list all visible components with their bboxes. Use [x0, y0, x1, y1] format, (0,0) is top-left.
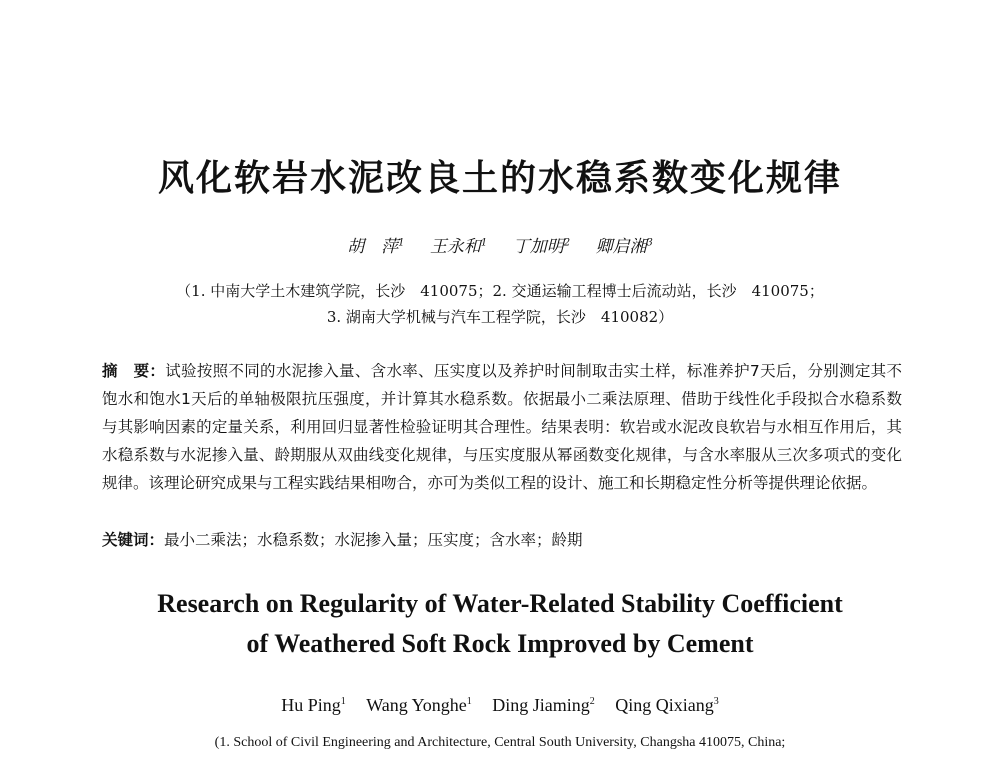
chinese-authors — [0, 232, 1000, 257]
abstract-label: 摘 要： — [102, 362, 166, 380]
chinese-affiliation-line-1: （1. 中南大学土木建筑学院，长沙 410075；2. 交通运输工程博士后流动站，长沙 410075； — [176, 282, 824, 300]
english-authors — [0, 695, 1000, 716]
chinese-title: 风化软岩水泥改良土的水稳系数变化规律 — [157, 158, 842, 199]
keywords-text: 最小二乘法；水稳系数；水泥掺入量；压实度；含水率；龄期 — [164, 531, 583, 549]
english-author-1: Hu Ping$^1$ — [281, 695, 346, 715]
english-author-4: Qing Qixiang$^3$ — [615, 695, 719, 715]
keywords-label: 关键词： — [102, 531, 165, 549]
abstract-text: 试验按照不同的水泥掺入量、含水率、压实度以及养护时间制取击实土样，标准养护7天后，分别测定其不饱水和饱水1天后的单轴极限抗压强度，并计算其水稳系数。依据最小二乘法原理、借助于线性化手段拟合水稳系数与其影响因素的定量关系，利用回归显著性检验证明其合理性。结果表明：软岩或水泥改良软岩与水相互作用后，其水稳系数与水泥掺入量、龄期服从双曲线变化规律，与压实度服从幂函数变化规律，与含水率服从三次多项式的变化规律。该理论研究成果与工程实践结果相吻合，亦可为类似工程的设计、施工和长期稳定性分析等提供理论依据。 — [102, 362, 902, 492]
english-title-line-2: of Weathered Soft Rock Improved by Cement — [246, 629, 754, 658]
chinese-author-1: 胡 萍$^1$ — [347, 237, 405, 257]
chinese-abstract — [102, 357, 902, 497]
english-author-2: Wang Yonghe$^1$ — [366, 695, 472, 715]
chinese-keywords — [102, 526, 902, 554]
chinese-author-3: 丁加明$^2$ — [512, 237, 571, 257]
english-affiliation-line-1: (1. School of Civil Engineering and Architecture, Central South University, Changsha 410075, China; — [214, 735, 786, 750]
chinese-author-4: 卿启湘$^3$ — [595, 237, 653, 257]
english-author-3: Ding Jiaming$^2$ — [492, 695, 595, 715]
chinese-affiliations — [0, 278, 1000, 330]
english-title-line-1: Research on Regularity of Water-Related Stability Coefficient — [157, 589, 843, 618]
chinese-author-2: 王永和$^1$ — [429, 237, 488, 257]
english-title — [0, 584, 1000, 664]
chinese-affiliation-line-2: 3. 湖南大学机械与汽车工程学院，长沙 410082） — [326, 308, 674, 326]
